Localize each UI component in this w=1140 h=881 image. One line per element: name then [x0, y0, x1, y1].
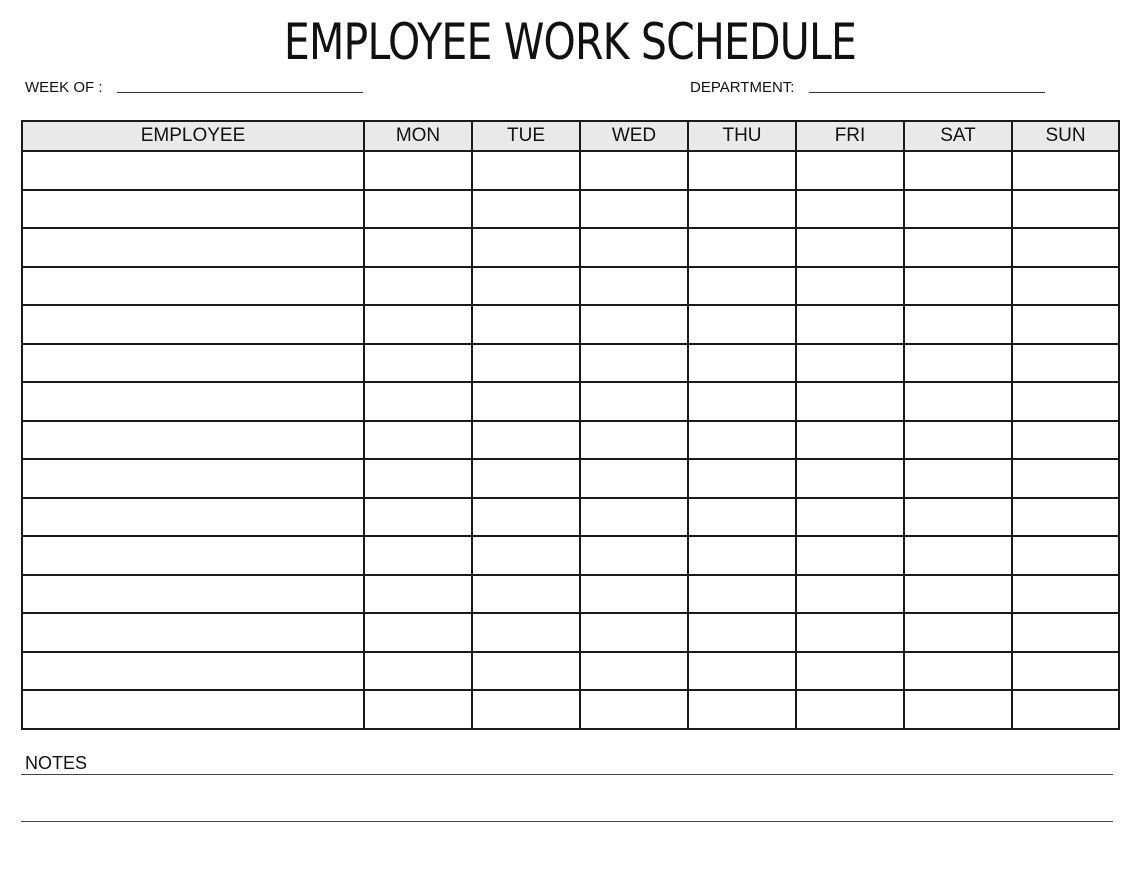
shift-cell-tue[interactable] [472, 421, 580, 460]
shift-cell-fri[interactable] [796, 613, 904, 652]
table-row [22, 498, 1119, 537]
shift-cell-wed[interactable] [580, 305, 688, 344]
shift-cell-thu[interactable] [688, 575, 796, 614]
shift-cell-tue[interactable] [472, 536, 580, 575]
shift-cell-fri[interactable] [796, 575, 904, 614]
shift-cell-tue[interactable] [472, 305, 580, 344]
employee-name-cell[interactable] [22, 151, 364, 190]
table-row [22, 190, 1119, 229]
shift-cell-sat[interactable] [904, 267, 1012, 306]
table-row [22, 536, 1119, 575]
table-row [22, 382, 1119, 421]
shift-cell-tue[interactable] [472, 190, 580, 229]
shift-cell-fri[interactable] [796, 536, 904, 575]
shift-cell-tue[interactable] [472, 652, 580, 691]
shift-cell-sat[interactable] [904, 151, 1012, 190]
shift-cell-thu[interactable] [688, 190, 796, 229]
week-of-field[interactable] [117, 92, 363, 93]
shift-cell-tue[interactable] [472, 575, 580, 614]
table-row [22, 305, 1119, 344]
table-row [22, 344, 1119, 383]
shift-cell-thu[interactable] [688, 344, 796, 383]
shift-cell-thu[interactable] [688, 613, 796, 652]
shift-cell-fri[interactable] [796, 267, 904, 306]
shift-cell-sat[interactable] [904, 690, 1012, 729]
shift-cell-mon[interactable] [364, 344, 472, 383]
notes-line[interactable] [21, 821, 1113, 822]
schedule-table [21, 120, 1120, 730]
shift-cell-tue[interactable] [472, 228, 580, 267]
shift-cell-wed[interactable] [580, 498, 688, 537]
shift-cell-wed[interactable] [580, 536, 688, 575]
column-header-tue: TUE [472, 121, 580, 151]
employee-name-cell[interactable] [22, 690, 364, 729]
shift-cell-sun[interactable] [1012, 690, 1119, 729]
employee-name-cell[interactable] [22, 613, 364, 652]
shift-cell-thu[interactable] [688, 536, 796, 575]
shift-cell-wed[interactable] [580, 690, 688, 729]
shift-cell-thu[interactable] [688, 690, 796, 729]
shift-cell-wed[interactable] [580, 459, 688, 498]
shift-cell-sun[interactable] [1012, 151, 1119, 190]
shift-cell-mon[interactable] [364, 267, 472, 306]
shift-cell-sat[interactable] [904, 305, 1012, 344]
shift-cell-sun[interactable] [1012, 228, 1119, 267]
table-row [22, 421, 1119, 460]
shift-cell-sun[interactable] [1012, 536, 1119, 575]
shift-cell-mon[interactable] [364, 305, 472, 344]
shift-cell-thu[interactable] [688, 151, 796, 190]
shift-cell-thu[interactable] [688, 382, 796, 421]
table-row [22, 652, 1119, 691]
employee-name-cell[interactable] [22, 344, 364, 383]
shift-cell-thu[interactable] [688, 228, 796, 267]
shift-cell-fri[interactable] [796, 151, 904, 190]
shift-cell-tue[interactable] [472, 459, 580, 498]
employee-name-cell[interactable] [22, 498, 364, 537]
shift-cell-sun[interactable] [1012, 459, 1119, 498]
shift-cell-tue[interactable] [472, 344, 580, 383]
shift-cell-sat[interactable] [904, 344, 1012, 383]
column-header-sun: SUN [1012, 121, 1119, 151]
shift-cell-mon[interactable] [364, 690, 472, 729]
table-row [22, 613, 1119, 652]
shift-cell-mon[interactable] [364, 228, 472, 267]
department-label: DEPARTMENT: [690, 79, 795, 96]
column-header-sat: SAT [904, 121, 1012, 151]
notes-line[interactable] [21, 774, 1113, 775]
shift-cell-sun[interactable] [1012, 305, 1119, 344]
shift-cell-sat[interactable] [904, 575, 1012, 614]
shift-cell-wed[interactable] [580, 267, 688, 306]
shift-cell-mon[interactable] [364, 190, 472, 229]
shift-cell-mon[interactable] [364, 613, 472, 652]
shift-cell-wed[interactable] [580, 575, 688, 614]
employee-name-cell[interactable] [22, 305, 364, 344]
shift-cell-fri[interactable] [796, 459, 904, 498]
shift-cell-thu[interactable] [688, 459, 796, 498]
shift-cell-sat[interactable] [904, 190, 1012, 229]
shift-cell-mon[interactable] [364, 575, 472, 614]
employee-name-cell[interactable] [22, 575, 364, 614]
shift-cell-sun[interactable] [1012, 190, 1119, 229]
employee-name-cell[interactable] [22, 459, 364, 498]
column-header-mon: MON [364, 121, 472, 151]
shift-cell-sat[interactable] [904, 459, 1012, 498]
shift-cell-fri[interactable] [796, 690, 904, 729]
table-row [22, 459, 1119, 498]
table-row [22, 228, 1119, 267]
shift-cell-sat[interactable] [904, 613, 1012, 652]
shift-cell-wed[interactable] [580, 382, 688, 421]
shift-cell-sat[interactable] [904, 536, 1012, 575]
shift-cell-thu[interactable] [688, 267, 796, 306]
column-header-wed: WED [580, 121, 688, 151]
shift-cell-mon[interactable] [364, 459, 472, 498]
column-header-fri: FRI [796, 121, 904, 151]
employee-name-cell[interactable] [22, 267, 364, 306]
table-row [22, 575, 1119, 614]
shift-cell-sun[interactable] [1012, 613, 1119, 652]
shift-cell-sun[interactable] [1012, 344, 1119, 383]
shift-cell-tue[interactable] [472, 613, 580, 652]
table-row [22, 151, 1119, 190]
shift-cell-mon[interactable] [364, 498, 472, 537]
shift-cell-sat[interactable] [904, 421, 1012, 460]
shift-cell-sat[interactable] [904, 652, 1012, 691]
shift-cell-tue[interactable] [472, 690, 580, 729]
shift-cell-tue[interactable] [472, 498, 580, 537]
shift-cell-wed[interactable] [580, 190, 688, 229]
shift-cell-sun[interactable] [1012, 382, 1119, 421]
notes-label: NOTES [25, 753, 88, 773]
employee-name-cell[interactable] [22, 536, 364, 575]
shift-cell-sat[interactable] [904, 498, 1012, 537]
employee-name-cell[interactable] [22, 228, 364, 267]
table-row [22, 267, 1119, 306]
shift-cell-tue[interactable] [472, 267, 580, 306]
employee-name-cell[interactable] [22, 421, 364, 460]
shift-cell-fri[interactable] [796, 382, 904, 421]
shift-cell-sun[interactable] [1012, 267, 1119, 306]
column-header-thu: THU [688, 121, 796, 151]
shift-cell-tue[interactable] [472, 382, 580, 421]
header-row [22, 121, 1119, 151]
shift-cell-fri[interactable] [796, 228, 904, 267]
shift-cell-mon[interactable] [364, 382, 472, 421]
employee-name-cell[interactable] [22, 652, 364, 691]
shift-cell-sun[interactable] [1012, 575, 1119, 614]
shift-cell-fri[interactable] [796, 421, 904, 460]
department-field[interactable] [809, 92, 1045, 93]
shift-cell-sun[interactable] [1012, 498, 1119, 537]
shift-cell-wed[interactable] [580, 652, 688, 691]
shift-cell-fri[interactable] [796, 305, 904, 344]
shift-cell-wed[interactable] [580, 613, 688, 652]
shift-cell-wed[interactable] [580, 421, 688, 460]
shift-cell-sun[interactable] [1012, 421, 1119, 460]
shift-cell-wed[interactable] [580, 151, 688, 190]
shift-cell-mon[interactable] [364, 421, 472, 460]
employee-name-cell[interactable] [22, 382, 364, 421]
shift-cell-mon[interactable] [364, 652, 472, 691]
shift-cell-fri[interactable] [796, 190, 904, 229]
shift-cell-sat[interactable] [904, 228, 1012, 267]
shift-cell-mon[interactable] [364, 536, 472, 575]
column-header-employee: EMPLOYEE [22, 121, 364, 151]
shift-cell-sat[interactable] [904, 382, 1012, 421]
shift-cell-thu[interactable] [688, 421, 796, 460]
shift-cell-thu[interactable] [688, 498, 796, 537]
employee-name-cell[interactable] [22, 190, 364, 229]
shift-cell-tue[interactable] [472, 151, 580, 190]
week-of-label: WEEK OF : [25, 79, 103, 96]
shift-cell-sun[interactable] [1012, 652, 1119, 691]
page-title: EMPLOYEE WORK SCHEDULE [283, 13, 857, 71]
shift-cell-fri[interactable] [796, 498, 904, 537]
shift-cell-thu[interactable] [688, 305, 796, 344]
shift-cell-fri[interactable] [796, 652, 904, 691]
table-row [22, 690, 1119, 729]
shift-cell-mon[interactable] [364, 151, 472, 190]
shift-cell-wed[interactable] [580, 228, 688, 267]
shift-cell-fri[interactable] [796, 344, 904, 383]
shift-cell-thu[interactable] [688, 652, 796, 691]
shift-cell-wed[interactable] [580, 344, 688, 383]
